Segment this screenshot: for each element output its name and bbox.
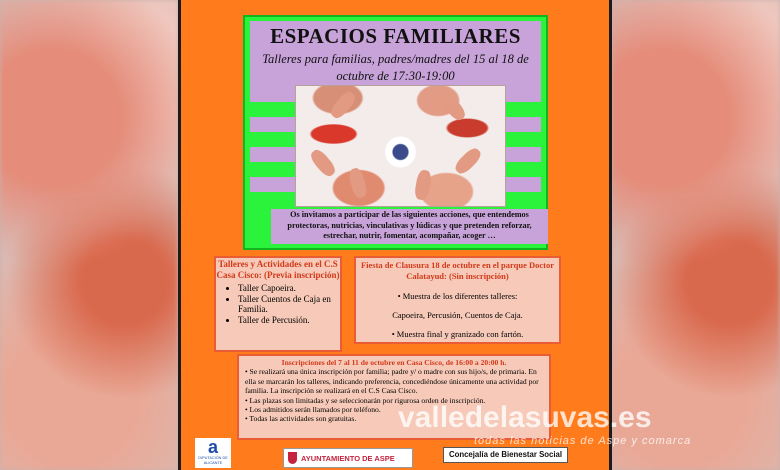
foot-shape [308, 147, 338, 179]
closing-party-box [354, 256, 561, 344]
poster-title: ESPACIOS FAMILIARES [270, 24, 521, 48]
concejalia-label: Concejalía de Bienestar Social [443, 447, 568, 463]
shield-icon [288, 452, 297, 464]
ayuntamiento-logo [283, 448, 413, 468]
poster-subtitle: Talleres para familias, padres/madres del 15 al 18 de octubre de 17:30-19:00 [262, 52, 529, 83]
watermark-sub: todas las noticias de Aspe y comarca [474, 435, 692, 447]
blurred-background-right [612, 0, 780, 470]
list-item: • Taller de Percusión. [238, 315, 340, 326]
list-item: • Taller Cuentos de Caja en Familia. [238, 294, 340, 315]
list-item: • Se realizará una única inscripción por familia; padre y/ o madre con sus hijo/s, de primaria. En ella se marcarán los talleres, indicando preferencia, concediéndose únicamente una actividad por familia. La inscripción se realizará en el C.S Casa Cisco. [245, 367, 539, 396]
closing-party-line: • Muestra de los diferentes talleres: [397, 291, 518, 301]
foot-shape [414, 169, 433, 201]
registration-heading: Inscripciones del 7 al 11 de octubre en Casa Cisco, de 16:00 a 20:00 h. [281, 358, 507, 367]
workshops-heading: Talleres y Actividades en el C.S Casa Cisco: (Previa inscripción) [216, 259, 340, 280]
foot-shape [452, 145, 483, 176]
closing-party-line: • Muestra final y granizado con fartón. [391, 329, 524, 339]
painted-feet-photo [295, 85, 506, 207]
site-watermark [398, 403, 758, 447]
foot-shape [328, 89, 358, 121]
list-item: • Taller Capoeira. [238, 283, 340, 294]
title-box [250, 21, 541, 93]
closing-party-heading: Fiesta de Clausura 18 de octubre en el parque Doctor Calatayud: (Sin inscripción) [360, 260, 555, 281]
foot-shape [347, 167, 368, 200]
watermark-main: valledelasuvas.es [398, 401, 652, 434]
workshops-box [214, 256, 342, 352]
list-item: • Las plazas son limitadas y se seleccionarán por rigurosa orden de inscripción. [245, 395, 486, 405]
blurred-background-left [0, 0, 178, 470]
ayuntamiento-label: AYUNTAMIENTO DE ASPE [301, 453, 395, 463]
diputacion-logo [195, 438, 231, 468]
list-item: • Los admitidos serán llamados por teléfono. [245, 405, 381, 415]
list-item: • Todas las actividades son gratuitas. [245, 414, 357, 424]
header-panel [243, 15, 548, 250]
foot-shape [438, 91, 468, 123]
diputacion-logo-text: DIPUTACIÓN DE ALICANTE [198, 456, 228, 465]
diputacion-logo-glyph: a [207, 437, 218, 457]
closing-party-line: Capoeira, Percusión, Cuentos de Caja. [392, 310, 523, 320]
workshops-list [216, 283, 340, 325]
intro-text: Os invitamos a participar de las siguientes acciones, que entendemos protectoras, nutricias, vinculativas y lúdicas y que pretenden reforzar, estrechar, nutrir, fomentar, acompañar, acoger … [271, 209, 548, 244]
event-poster [178, 0, 612, 470]
